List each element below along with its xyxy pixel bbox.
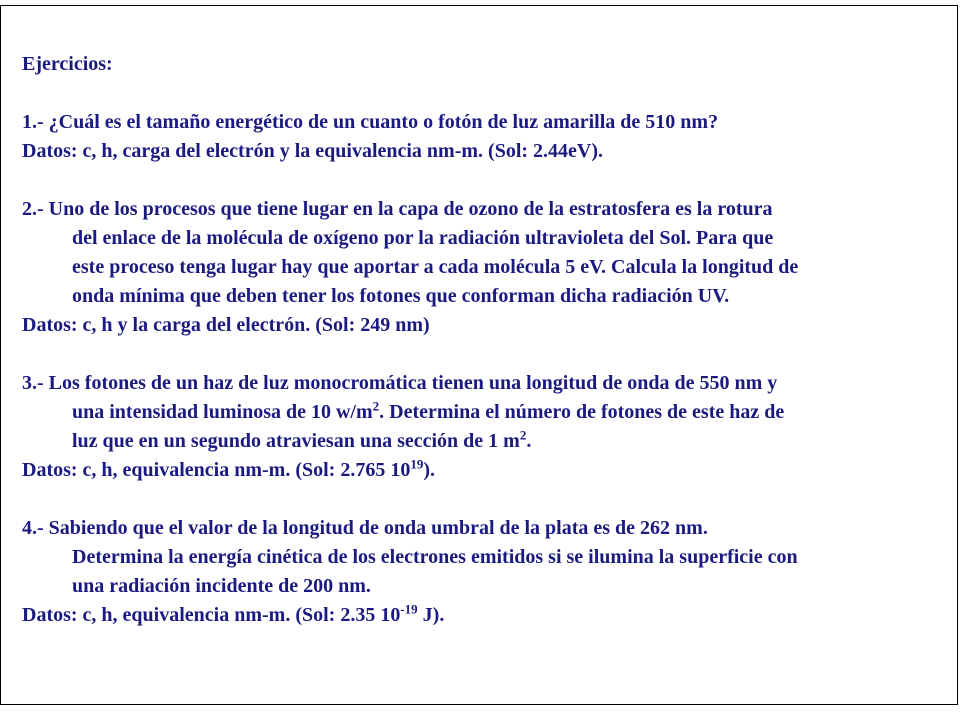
exercise-3-data	[22, 456, 947, 485]
spacer	[22, 340, 947, 369]
exercise-2-line-3: este proceso tenga lugar hay que aportar a cada molécula 5 eV. Calcula la longitud de	[72, 256, 799, 278]
text-segment: Datos: c, h, equivalencia nm-m. (Sol: 2.765 10	[22, 459, 411, 481]
superscript: 19	[410, 456, 424, 472]
text-segment: . Determina el número de fotones de este haz de	[379, 401, 785, 423]
text-segment: luz que en un segundo atraviesan una sección de 1 m	[72, 430, 520, 452]
slide-frame	[0, 5, 958, 705]
text-segment: J).	[417, 604, 445, 626]
exercise-document	[22, 50, 947, 630]
spacer	[22, 166, 947, 195]
exercise-1-line-1: 1.- ¿Cuál es el tamaño energético de un cuanto o fotón de luz amarilla de 510 nm?	[22, 111, 719, 133]
exercise-4-line-3: una radiación incidente de 200 nm.	[72, 575, 371, 597]
text-segment: ).	[423, 459, 435, 481]
exercise-4-line-2: Determina la energía cinética de los electrones emitidos si se ilumina la superficie con	[72, 546, 798, 568]
text-segment: una intensidad luminosa de 10 w/m	[72, 401, 373, 423]
spacer	[22, 79, 947, 108]
superscript: -19	[400, 601, 418, 617]
exercise-4-data	[22, 601, 947, 630]
exercise-1-data: Datos: c, h, carga del electrón y la equivalencia nm-m. (Sol: 2.44eV).	[22, 140, 604, 162]
exercise-2-data: Datos: c, h y la carga del electrón. (Sol: 249 nm)	[22, 314, 430, 336]
superscript: 2	[372, 398, 380, 414]
text-segment: .	[526, 430, 532, 452]
exercise-3-line-3	[22, 427, 947, 456]
text-segment: Datos: c, h, equivalencia nm-m. (Sol: 2.35 10	[22, 604, 401, 626]
exercise-4-line-1: 4.- Sabiendo que el valor de la longitud de onda umbral de la plata es de 262 nm.	[22, 517, 708, 539]
exercise-3-line-1: 3.- Los fotones de un haz de luz monocromática tienen una longitud de onda de 550 nm y	[22, 372, 778, 394]
superscript: 2	[519, 427, 527, 443]
exercise-2-line-4: onda mínima que deben tener los fotones que conforman dicha radiación UV.	[72, 285, 730, 307]
page-title: Ejercicios:	[22, 53, 113, 75]
exercise-3-line-2	[22, 398, 947, 427]
exercise-2-line-1: 2.- Uno de los procesos que tiene lugar en la capa de ozono de la estratosfera es la rotura	[22, 198, 773, 220]
exercise-2-line-2: del enlace de la molécula de oxígeno por la radiación ultravioleta del Sol. Para que	[72, 227, 774, 249]
spacer	[22, 485, 947, 514]
